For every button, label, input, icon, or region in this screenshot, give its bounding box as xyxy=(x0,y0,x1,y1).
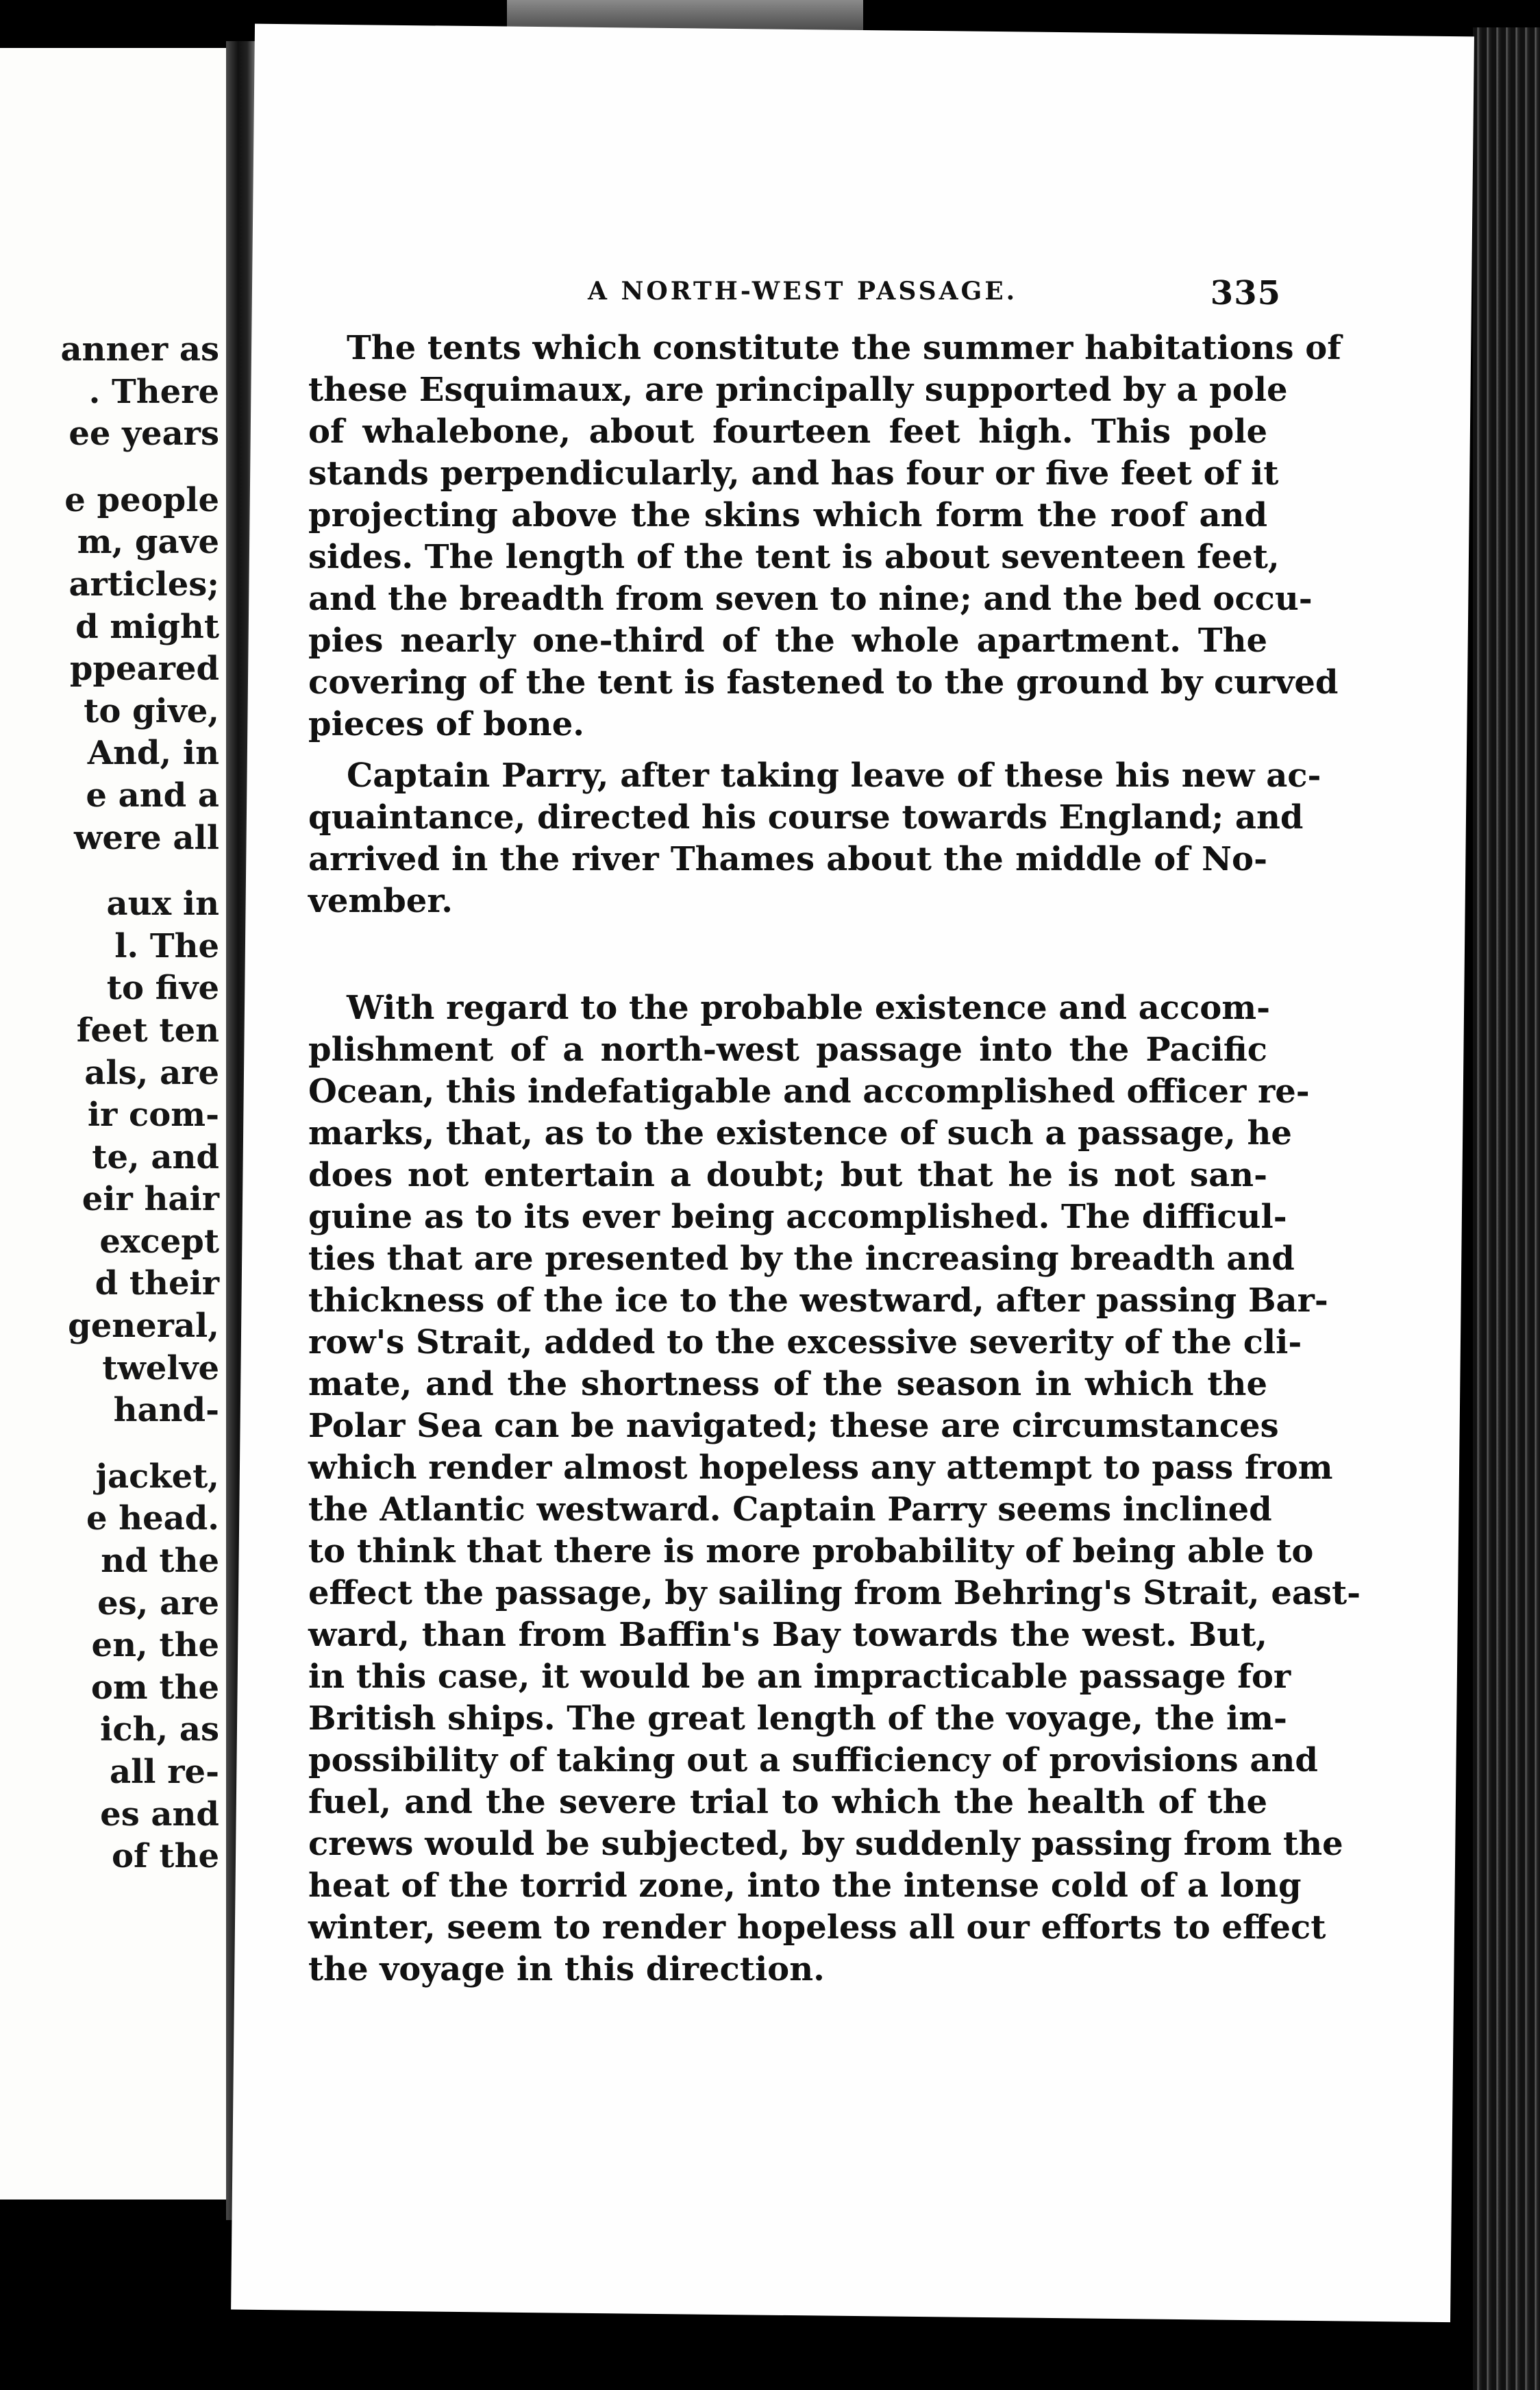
text-line: effect the passage, by sailing from Behring's Strait, east- xyxy=(308,1574,1361,1612)
text-line: stands perpendicularly, and has four or five feet of it xyxy=(308,454,1279,493)
text-line: projecting above the skins which form the roof and xyxy=(308,496,1267,534)
text-line: With regard to the probable existence and accom- xyxy=(347,989,1270,1027)
paragraph xyxy=(308,755,1321,922)
text-line: guine as to its ever being accomplished. The difficul- xyxy=(308,1198,1287,1236)
text-line: pies nearly one-third of the whole apartment. The xyxy=(308,621,1267,660)
text-line: vember. xyxy=(308,882,453,920)
line-gap xyxy=(0,1432,219,1456)
facing-line: to give, xyxy=(84,691,219,730)
facing-line: feet ten xyxy=(76,1011,219,1050)
text-line: and the breadth from seven to nine; and the bed occu- xyxy=(308,580,1313,618)
facing-line: om the xyxy=(90,1668,219,1707)
text-line: fuel, and the severe trial to which the health of the xyxy=(308,1783,1267,1821)
text-line: heat of the torrid zone, into the intense cold of a long xyxy=(308,1867,1302,1905)
text-line: arrived in the river Thames about the middle of No- xyxy=(308,840,1267,878)
text-line: thickness of the ice to the westward, after passing Bar- xyxy=(308,1281,1328,1320)
text-line: of whalebone, about fourteen feet high. This pole xyxy=(308,412,1267,451)
text-line: crews would be subjected, by suddenly passing from the xyxy=(308,1825,1343,1863)
text-line: which render almost hopeless any attempt to pass from xyxy=(308,1449,1333,1487)
facing-line: ich, as xyxy=(100,1710,219,1749)
text-line: possibility of taking out a sufficiency of provisions and xyxy=(308,1741,1318,1779)
facing-line: of the xyxy=(112,1837,219,1876)
facing-line: eir hair xyxy=(82,1180,219,1219)
facing-line: hand- xyxy=(113,1391,219,1430)
text-line: ward, than from Baffin's Bay towards the west. But, xyxy=(308,1616,1267,1654)
text-line: plishment of a north-west passage into the Pacific xyxy=(308,1031,1267,1069)
paragraph xyxy=(308,328,1341,746)
facing-line: ee years xyxy=(69,415,219,454)
facing-line: ir com- xyxy=(87,1096,219,1135)
text-line: pieces of bone. xyxy=(308,705,584,743)
facing-line: aux in xyxy=(106,885,219,924)
line-gap xyxy=(0,859,219,883)
text-line: sides. The length of the tent is about seventeen feet, xyxy=(308,538,1280,576)
facing-line: ppeared xyxy=(69,650,219,689)
text-line: in this case, it would be an impracticable passage for xyxy=(308,1658,1291,1696)
line-gap xyxy=(0,456,219,480)
facing-line: d might xyxy=(75,607,219,646)
text-line: Captain Parry, after taking leave of these his new ac- xyxy=(347,756,1321,795)
text-line: The tents which constitute the summer habitations of xyxy=(347,329,1341,367)
text-line: the Atlantic westward. Captain Parry seems inclined xyxy=(308,1490,1272,1529)
facing-page-text xyxy=(0,329,219,1878)
facing-line: m, gave xyxy=(77,523,219,562)
facing-line: to five xyxy=(106,969,219,1008)
facing-line: And, in xyxy=(87,734,219,773)
facing-line: anner as xyxy=(60,330,219,369)
page-body xyxy=(308,328,1361,1991)
facing-line: nd the xyxy=(101,1542,219,1581)
facing-line: twelve xyxy=(102,1348,219,1388)
facing-line: articles; xyxy=(69,565,219,604)
facing-line: . There xyxy=(88,372,219,411)
facing-line: all re- xyxy=(109,1753,219,1791)
facing-line: general, xyxy=(68,1307,219,1346)
paragraph xyxy=(308,987,1361,1991)
text-line: mate, and the shortness of the season in which the xyxy=(308,1365,1267,1403)
page-edges xyxy=(1473,27,1540,2390)
running-title: A NORTH-WEST PASSAGE. xyxy=(588,277,1018,306)
facing-line: e and a xyxy=(86,776,219,815)
facing-line: en, the xyxy=(91,1626,219,1665)
page-number: 335 xyxy=(1210,274,1281,312)
facing-line: jacket, xyxy=(95,1457,219,1496)
facing-line: were all xyxy=(74,818,219,857)
running-header xyxy=(588,274,1281,312)
facing-line: te, and xyxy=(92,1137,219,1176)
text-line: covering of the tent is fastened to the ground by curved xyxy=(308,663,1339,702)
text-line: these Esquimaux, are principally supported by a pole xyxy=(308,371,1288,409)
facing-line: e people xyxy=(64,480,219,519)
facing-line: except xyxy=(99,1222,219,1261)
facing-line: l. The xyxy=(114,926,219,965)
text-line: Polar Sea can be navigated; these are circumstances xyxy=(308,1407,1279,1445)
text-line: to think that there is more probability of being able to xyxy=(308,1532,1314,1570)
facing-line: d their xyxy=(95,1264,219,1303)
facing-line: e head. xyxy=(86,1499,219,1538)
text-line: marks, that, as to the existence of such a passage, he xyxy=(308,1114,1292,1153)
text-line: quaintance, directed his course towards England; and xyxy=(308,798,1304,837)
text-line: row's Strait, added to the excessive severity of the cli- xyxy=(308,1323,1302,1362)
text-line: ties that are presented by the increasing breadth and xyxy=(308,1240,1295,1278)
text-line: winter, seem to render hopeless all our efforts to effect xyxy=(308,1908,1326,1947)
facing-line: es, are xyxy=(97,1584,219,1623)
facing-line: als, are xyxy=(84,1053,219,1092)
text-line: does not entertain a doubt; but that he is not san- xyxy=(308,1156,1267,1194)
text-line: British ships. The great length of the voyage, the im- xyxy=(308,1699,1287,1738)
text-line: the voyage in this direction. xyxy=(308,1950,825,1988)
facing-line: es and xyxy=(100,1795,219,1834)
text-line: Ocean, this indefatigable and accomplished officer re- xyxy=(308,1072,1310,1111)
